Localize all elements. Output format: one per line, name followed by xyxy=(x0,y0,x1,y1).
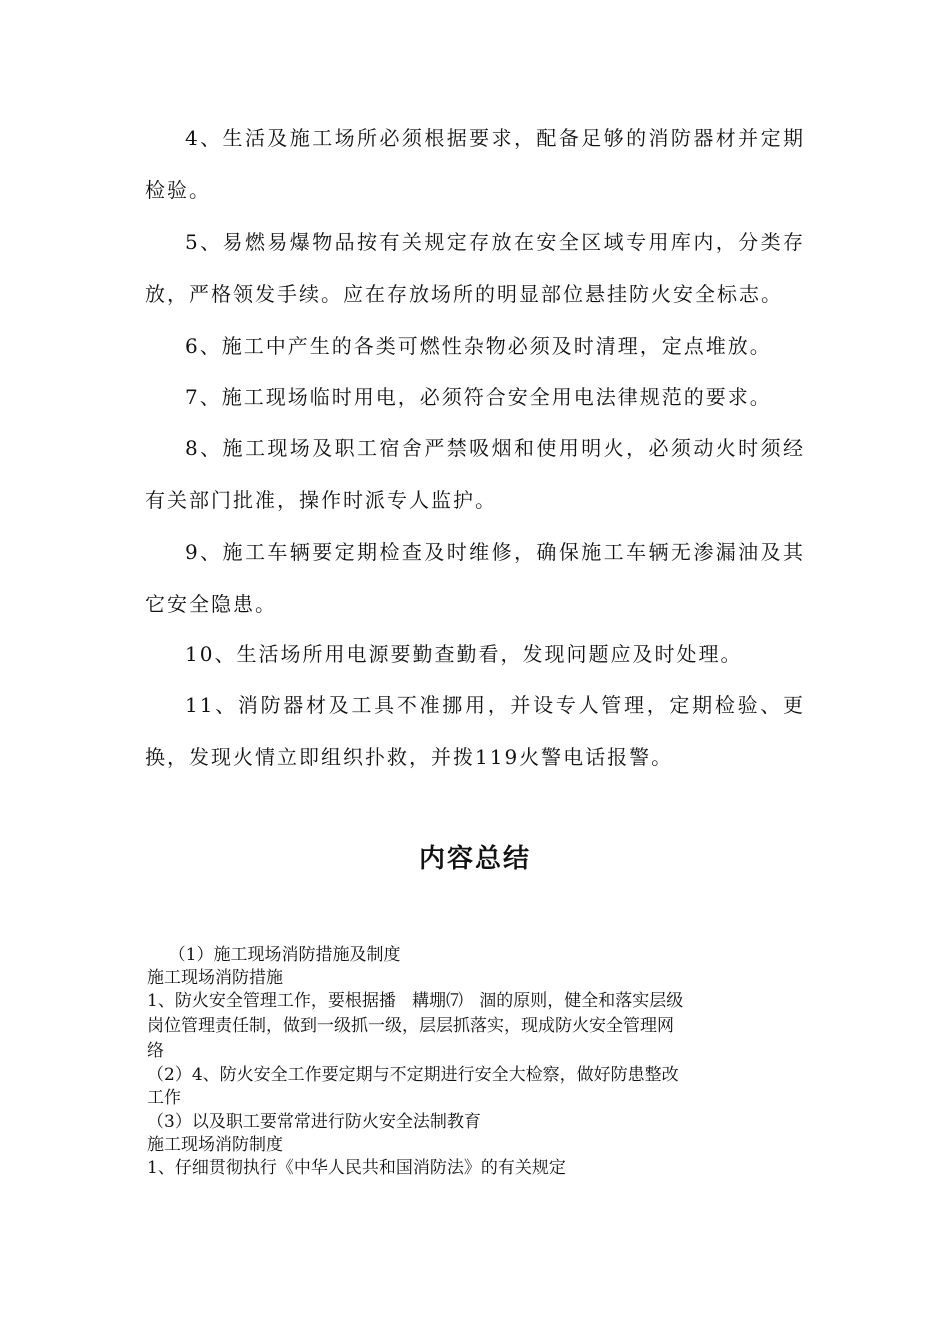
summary-line: 1、仔细贯彻执行《中华人民共和国消防法》的有关规定 xyxy=(147,1158,566,1178)
summary-line: 工作 xyxy=(147,1088,181,1108)
summary-line: 络 xyxy=(147,1041,164,1061)
paragraph-item-11: 11、消防器材及工具不准挪用，并设专人管理，定期检验、更换，发现火情立即组织扑救，并拨119火警电话报警。 xyxy=(145,693,805,769)
paragraph-item-6: 6、施工中产生的各类可燃性杂物必须及时清理，定点堆放。 xyxy=(185,334,772,358)
summary-line: 施工现场消防制度 xyxy=(147,1135,283,1155)
paragraph-item-7: 7、施工现场临时用电，必须符合安全用电法律规范的要求。 xyxy=(185,385,772,409)
summary-line: 岗位管理责任制，做到一级抓一级，层层抓落实，现成防火安全管理网 xyxy=(147,1016,674,1036)
paragraph-item-10: 10、生活场所用电源要勤查勤看，发现问题应及时处理。 xyxy=(185,642,743,666)
summary-title: 内容总结 xyxy=(418,844,531,874)
summary-line: （3）以及职工要常常进行防火安全法制教育 xyxy=(147,1112,481,1132)
summary-line: （1）施工现场消防措施及制度 xyxy=(147,945,401,965)
paragraph-item-4: 4、生活及施工场所必须根据要求，配备足够的消防器材并定期检验。 xyxy=(145,126,805,202)
summary-line: 施工现场消防措施 xyxy=(147,968,283,988)
paragraph-item-5: 5、易燃易爆物品按有关规定存放在安全区域专用库内，分类存放，严格领发手续。应在存放场所的明显部位悬挂防火安全标志。 xyxy=(145,230,805,306)
paragraph-item-8: 8、施工现场及职工宿舍严禁吸烟和使用明火，必须动火时须经有关部门批准，操作时派专人监护。 xyxy=(145,436,805,512)
summary-line: 1、防火安全管理工作，要根据播 耩堋⑺ 涸的原则，健全和落实层级 xyxy=(147,991,684,1011)
paragraph-item-9: 9、施工车辆要定期检查及时维修，确保施工车辆无渗漏油及其它安全隐患。 xyxy=(145,540,805,616)
summary-line: （2）4、防火安全工作要定期与不定期进行安全大检察，做好防患整改 xyxy=(147,1065,679,1085)
